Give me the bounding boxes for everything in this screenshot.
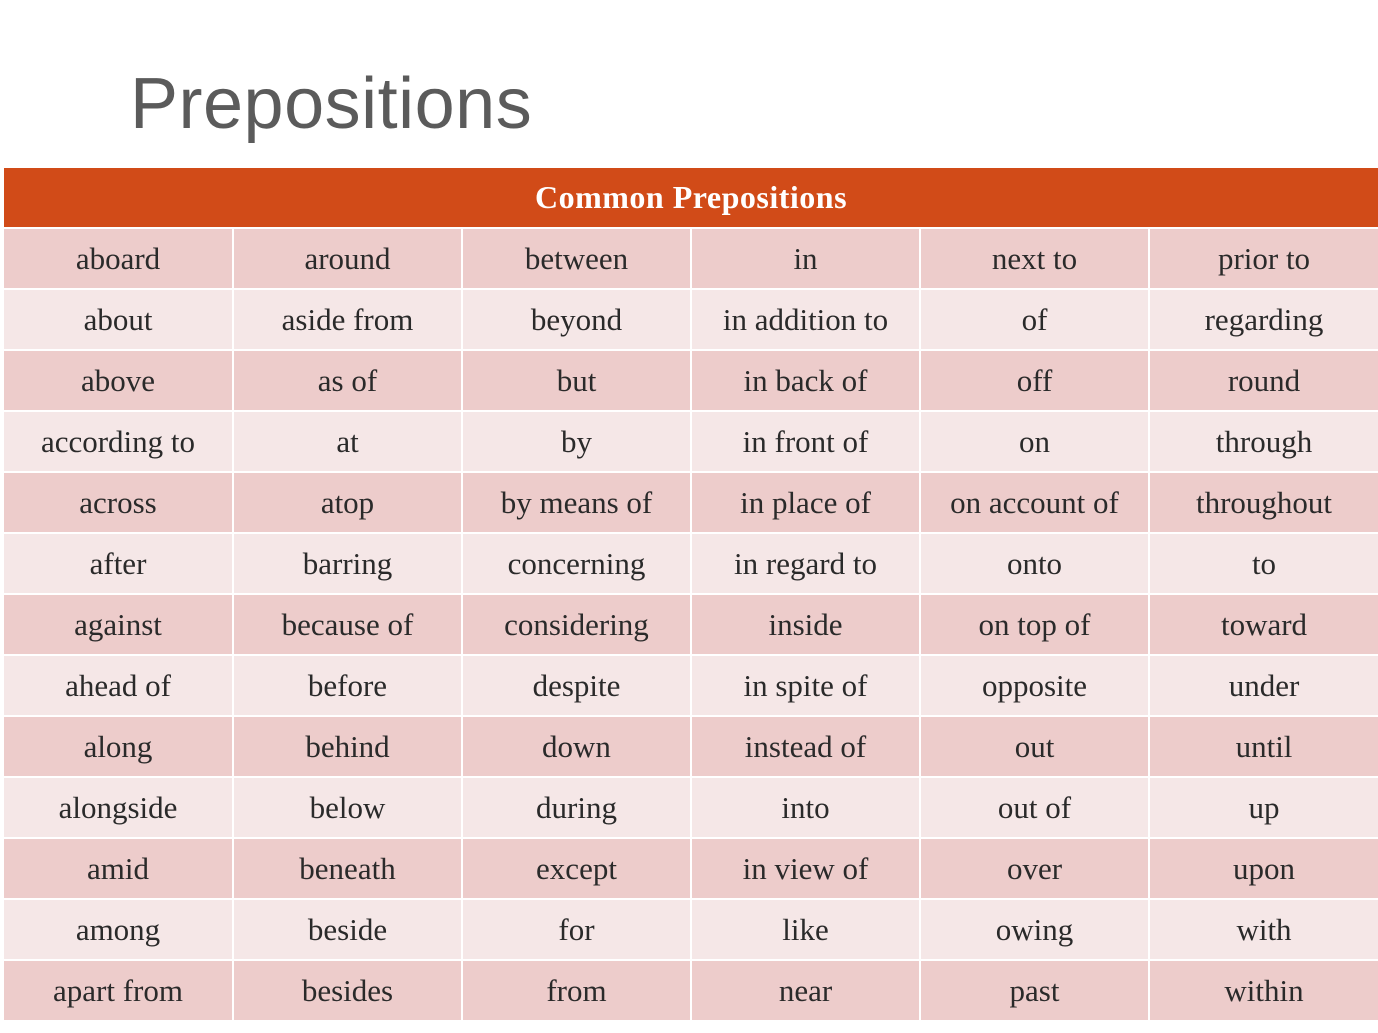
table-cell: beside [233,899,462,960]
table-cell: by [462,411,691,472]
table-cell: until [1149,716,1378,777]
table-row [4,716,1378,777]
table-cell: by means of [462,472,691,533]
table-row [4,472,1378,533]
table-cell: in view of [691,838,920,899]
table-cell: alongside [4,777,233,838]
table-cell: in place of [691,472,920,533]
table-cell: atop [233,472,462,533]
table-cell: into [691,777,920,838]
table-cell: with [1149,899,1378,960]
table-cell: because of [233,594,462,655]
table-cell: in [691,228,920,289]
table-cell: up [1149,777,1378,838]
table-cell: on account of [920,472,1149,533]
table-cell: apart from [4,960,233,1021]
table-cell: but [462,350,691,411]
table-cell: inside [691,594,920,655]
table-cell: over [920,838,1149,899]
table-cell: considering [462,594,691,655]
table-cell: besides [233,960,462,1021]
table-cell: out [920,716,1149,777]
table-cell: down [462,716,691,777]
table-cell: before [233,655,462,716]
table-cell: around [233,228,462,289]
table-cell: onto [920,533,1149,594]
table-cell: behind [233,716,462,777]
table-cell: despite [462,655,691,716]
table-cell: from [462,960,691,1021]
slide-title: Prepositions [130,64,533,144]
table-row [4,350,1378,411]
table-cell: about [4,289,233,350]
table-cell: out of [920,777,1149,838]
table-cell: beyond [462,289,691,350]
table-header-row [4,168,1378,228]
table-cell: toward [1149,594,1378,655]
table-cell: to [1149,533,1378,594]
table-row [4,899,1378,960]
table-cell: throughout [1149,472,1378,533]
table-cell: along [4,716,233,777]
table-cell: within [1149,960,1378,1021]
table-cell: next to [920,228,1149,289]
table-cell: under [1149,655,1378,716]
table-cell: against [4,594,233,655]
table-cell: among [4,899,233,960]
table-cell: except [462,838,691,899]
table-row [4,777,1378,838]
table-cell: round [1149,350,1378,411]
table-cell: during [462,777,691,838]
table-row [4,594,1378,655]
table-cell: of [920,289,1149,350]
table-cell: prior to [1149,228,1378,289]
table-cell: past [920,960,1149,1021]
table-cell: aboard [4,228,233,289]
table-cell: for [462,899,691,960]
table-cell: on [920,411,1149,472]
table-cell: near [691,960,920,1021]
table-cell: after [4,533,233,594]
table-header: Common Prepositions [4,168,1378,228]
table-cell: in front of [691,411,920,472]
table-row [4,228,1378,289]
table-row [4,838,1378,899]
table-cell: opposite [920,655,1149,716]
table-cell: between [462,228,691,289]
table-row [4,411,1378,472]
table-cell: below [233,777,462,838]
table-row [4,289,1378,350]
table-cell: across [4,472,233,533]
table-row [4,533,1378,594]
table-row [4,655,1378,716]
prepositions-table [4,168,1378,1022]
table-cell: in regard to [691,533,920,594]
table-cell: barring [233,533,462,594]
table-body [4,228,1378,1021]
table-cell: on top of [920,594,1149,655]
table-cell: off [920,350,1149,411]
table-cell: in spite of [691,655,920,716]
table-cell: at [233,411,462,472]
table-cell: according to [4,411,233,472]
table-cell: as of [233,350,462,411]
table-row [4,960,1378,1021]
table-cell: in addition to [691,289,920,350]
table-cell: beneath [233,838,462,899]
table-cell: like [691,899,920,960]
table-cell: regarding [1149,289,1378,350]
table-cell: owing [920,899,1149,960]
table-cell: aside from [233,289,462,350]
table-cell: in back of [691,350,920,411]
table-cell: through [1149,411,1378,472]
table-cell: amid [4,838,233,899]
table-cell: concerning [462,533,691,594]
table-cell: above [4,350,233,411]
table-cell: upon [1149,838,1378,899]
table-cell: instead of [691,716,920,777]
table-cell: ahead of [4,655,233,716]
